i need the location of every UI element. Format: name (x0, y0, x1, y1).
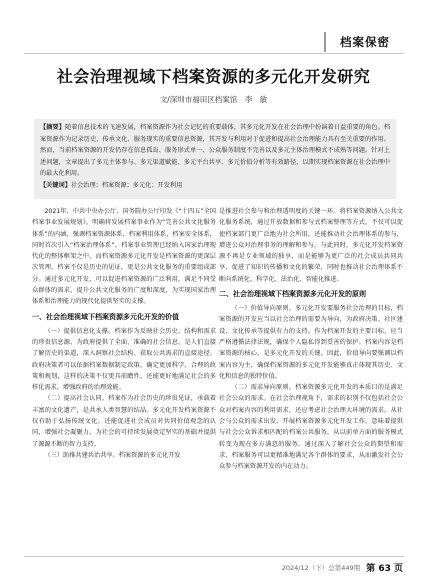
article-author: 文/深圳市福田区档案馆 李 敏 (159, 95, 268, 104)
abstract-box (34, 119, 396, 199)
body-column-right (219, 206, 403, 552)
footer-divider (24, 556, 404, 557)
page-footer (282, 560, 403, 574)
page-prefix: 第 (366, 563, 376, 574)
keywords-label: 【关键词】 (40, 181, 71, 189)
issue-info: 2024/12（下）总第449期 (281, 563, 361, 572)
section-tag: 档案保密 (324, 32, 404, 52)
section-1-paragraph-2: （二）提高社会认同。档案作为社会历史的珍贵见证，承载着丰富的文化遗产，是共承人类智慧的结晶。多元化开发档案资源不仅有助于弘扬传统文化，还能促进社会成员对共同价值观念的认同，增强社会凝聚力，为社会的可持续发展奠定坚实的基础并提供了源源不断的智力支持。 (32, 395, 216, 448)
continued-paragraph: 是推进社会参与和治理透明度的关键一环。将档案资源纳入公共文化服务系统，通过开放数据和参与式档案整理等方式，不仅可以促使档案部门更广泛地为社会所用，还能推动社会治理体系的参与，增进公众对治理事务的理解和参与。与此同时，多元化开发档案资源不再是专业领域的独享，而是能够为更广泛的社会成员共同共享，促进了知识的传播和文化的繁荣，同时也推动社会治理体系不断向系统化、科学化、法治化、智能化推进。 (219, 208, 403, 283)
page-number-value: 63 (378, 563, 391, 574)
article-title: 社会治理视域下档案资源的多元化开发研究 (56, 67, 371, 86)
abstract-paragraph (40, 122, 390, 180)
intro-paragraph: 2021年，中共中央办公厅、国务院办公厅印发《“十四五”全国档案事业发展规划》，明确将发展档案事业作为“完善公共文化服务体系”的内涵，强调档案资源体系、档案利用体系、档案安全体系，同时首次引入“档案治理体系”。档案事业管理已经纳入国家治理现代化的整体框架之中，而档案资源多元化开发是档案资源的更深层次管理。档案不仅是历史的见证，更是公共文化服务的重要组成部分。通过多元化开发，可以促进档案资源的广泛利用，满足不同受众群体的需求，提升公共文化服务的广度和深度，为实现国家治理体系和治理能力的现代化提供坚实的支撑。 (32, 208, 216, 306)
section-1-heading: 一、社会治理视域下档案资源多元化开发的价值 (32, 312, 179, 321)
section-2-paragraph-1: （一）价值导向原则。多元化开发要服务社会治理的目标，档案资源的开发应当以社会治理的需要为导向，为政府决策、社区建设、文化传承等提供有力的支持。作为档案开发的主要目标，应当严格遵循法律法规，确保个人隐私得到妥善的保护。档案内容是档案资源的核心，是多元化开发的关键。因此，价值导向要强调以档案内容为主，确保档案资源的多元化开发能够真正体现其历史、文化和信息的独特价值。 (219, 305, 403, 380)
section-1-paragraph-1: （一）提供信息化支撑。档案作为反映社会历史、结构和需求的珍贵信息源，为政府提供了全面、准确的社会信息，是人们直接了解历史的渠道，深入洞察社会结构、获取公共需求的直接途径。政府决策者可以依据档案数据制定政策，确定更加科学、合理的政策和规划，这样的决策不仅更具前瞻性，还能更好地满足社会的多样化需求，增强政府的治理效能。 (32, 327, 216, 392)
section-1-paragraph-3: （三）助推共建共治共享。档案资源的多元化开发 (44, 451, 181, 459)
section-2-paragraph-2: （二）需求导向原则。档案资源多元化开发的本质目的是满足社会公众的需求。在社会治理视角下，需求的识别不仅包括社会公众对档案内容的利用需求，还应考虑社会治理大环境的需求。从社会与公众的需求出发，开展档案资源多元化开发工作，意味着提供与社会公众诉求相匹配的档案公共服务，从以前单方面的服务模式转变为现在多方满意的服务。通过深入了解社会公众的期望和需求，档案服务可以更精准地满足各个群体的要求，从而激发社会公众参与档案资源开发的内在动力。 (219, 384, 403, 471)
keywords-text: 社会治理；档案资源；多元化；开发利用 (70, 181, 183, 189)
page-suffix: 页 (393, 563, 403, 574)
header-divider (24, 53, 404, 54)
page-number (366, 561, 403, 574)
body-column-left (32, 206, 216, 552)
abstract-label: 【摘要】 (40, 124, 66, 131)
abstract-text: 随着信息技术的飞速发展，档案资源作为社会记忆的重要载体，其多元化开发在社会治理中扮演着日益重要的角色。档案资源作为记录历史、传承文化、服务现实的重要信息资源，其开发与利用对于促进和提高社会治理能力具有至关重要的作用。然而，当前档案资源的开发仍存在信息孤岛、服务形式单一、公众服务制度不完善以及多元主体治理模式不成熟等问题。针对上述问题，文章提出了多元主体参与、多元渠道赋能、多元平台共享、多元价值分析等有效路径，以期实现档案资源在社会治理中的最大化利用。 (40, 124, 391, 178)
keywords-paragraph (40, 180, 390, 192)
section-2-heading: 二、社会治理视域下档案资源多元化开发的原则 (219, 290, 366, 299)
